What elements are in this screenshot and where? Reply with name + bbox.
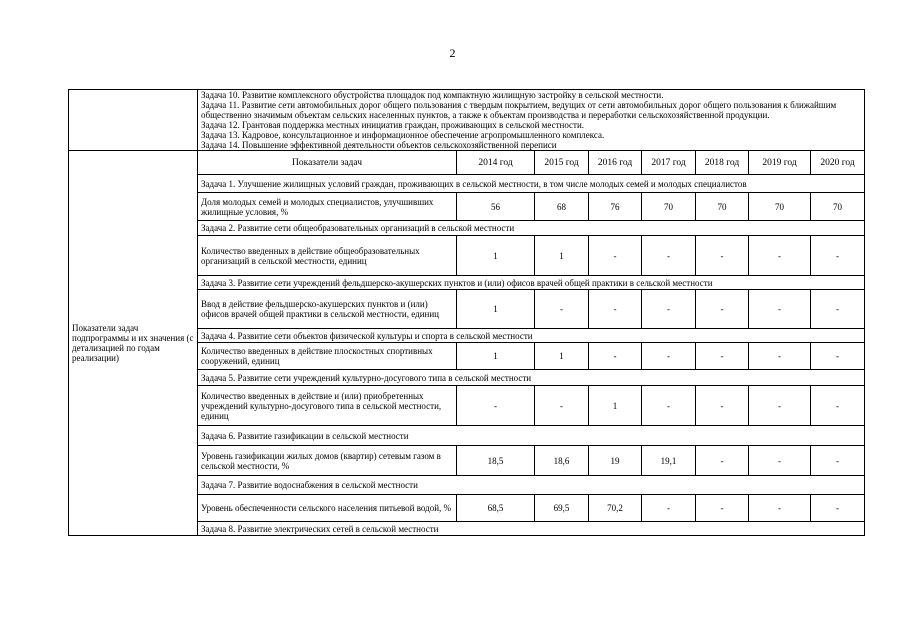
indicator-label: Доля молодых семей и молодых специалистов, улучшивших жилищные условия, % bbox=[198, 193, 457, 221]
value-cell: - bbox=[696, 236, 749, 276]
value-cell: 19 bbox=[589, 446, 642, 476]
tasks-list-cell bbox=[198, 90, 865, 151]
value-cell: 69,5 bbox=[535, 495, 589, 522]
value-cell: - bbox=[696, 495, 749, 522]
value-cell: 76 bbox=[589, 193, 642, 221]
section-title: Задача 7. Развитие водоснабжения в сельской местности bbox=[198, 476, 865, 495]
value-cell: - bbox=[696, 290, 749, 329]
value-cell: - bbox=[535, 290, 589, 329]
value-cell: 18,5 bbox=[457, 446, 535, 476]
year-header: 2015 год bbox=[535, 151, 589, 175]
task-line: Задача 11. Развитие сети автомобильных дорог общего пользования с твердым покрытием, ведущих от сети автомобильных дорог общего пользования к ближайшим общественно значимым объектам сельских населенных пунктов, а также к объектам производства и переработки сельскохозяйственной продукции. bbox=[201, 100, 837, 120]
value-cell: 19,1 bbox=[642, 446, 696, 476]
value-cell: - bbox=[749, 386, 811, 426]
value-cell: - bbox=[642, 386, 696, 426]
value-cell: - bbox=[811, 386, 865, 426]
value-cell: - bbox=[642, 495, 696, 522]
tasks-header-row bbox=[69, 90, 865, 151]
value-cell: - bbox=[811, 343, 865, 370]
section-title: Задача 8. Развитие электрических сетей в сельской местности bbox=[198, 522, 865, 536]
value-cell: 1 bbox=[589, 386, 642, 426]
year-header: 2019 год bbox=[749, 151, 811, 175]
value-cell: - bbox=[642, 290, 696, 329]
indicator-label: Количество введенных в действие общеобразовательных организаций в сельской местности, единиц bbox=[198, 236, 457, 276]
value-cell: - bbox=[749, 236, 811, 276]
value-cell: - bbox=[589, 343, 642, 370]
section-title: Задача 5. Развитие сети учреждений культурно-досугового типа в сельской местности bbox=[198, 370, 865, 386]
value-cell: - bbox=[696, 343, 749, 370]
value-cell: 56 bbox=[457, 193, 535, 221]
value-cell: - bbox=[749, 495, 811, 522]
value-cell: 68,5 bbox=[457, 495, 535, 522]
value-cell: - bbox=[696, 446, 749, 476]
value-cell: - bbox=[589, 236, 642, 276]
value-cell: 1 bbox=[535, 343, 589, 370]
indicator-label: Уровень обеспеченности сельского населения питьевой водой, % bbox=[198, 495, 457, 522]
value-cell: 70 bbox=[642, 193, 696, 221]
value-cell: 1 bbox=[457, 290, 535, 329]
indicator-label: Ввод в действие фельдшерско-акушерских пунктов и (или) офисов врачей общей практики в сельской местности, единиц bbox=[198, 290, 457, 329]
page-number: 2 bbox=[449, 46, 456, 60]
value-cell: - bbox=[749, 290, 811, 329]
value-cell: 1 bbox=[457, 236, 535, 276]
section-title: Задача 2. Развитие сети общеобразовательных организаций в сельской местности bbox=[198, 221, 865, 236]
value-cell: 70 bbox=[696, 193, 749, 221]
value-cell: - bbox=[749, 446, 811, 476]
empty-left-cell bbox=[69, 90, 198, 151]
value-cell: 1 bbox=[535, 236, 589, 276]
value-cell: 1 bbox=[457, 343, 535, 370]
year-header: 2014 год bbox=[457, 151, 535, 175]
section-title: Задача 1. Улучшение жилищных условий граждан, проживающих в сельской местности, в том числе молодых семей и молодых специалистов bbox=[198, 175, 865, 193]
value-cell: - bbox=[811, 446, 865, 476]
task-line: Задача 14. Повышение эффективной деятельности объектов сельскохозяйственной переписи bbox=[201, 140, 557, 150]
value-cell: 70 bbox=[749, 193, 811, 221]
left-label-cell: Показатели задач подпрограммы и их значения (с детализацией по годам реализации) bbox=[69, 151, 198, 536]
value-cell: - bbox=[589, 290, 642, 329]
section-title: Задача 3. Развитие сети учреждений фельдшерско-акушерских пунктов и (или) офисов врачей общей практики в сельской местности bbox=[198, 276, 865, 290]
value-cell: - bbox=[696, 386, 749, 426]
year-header: 2020 год bbox=[811, 151, 865, 175]
value-cell: - bbox=[749, 343, 811, 370]
value-cell: 68 bbox=[535, 193, 589, 221]
indicator-label: Уровень газификации жилых домов (квартир) сетевым газом в сельской местности, % bbox=[198, 446, 457, 476]
value-cell: - bbox=[457, 386, 535, 426]
task-line: Задача 10. Развитие комплексного обустройства площадок под компактную жилищную застройку в сельской местности. bbox=[201, 90, 664, 100]
section-title: Задача 4. Развитие сети объектов физической культуры и спорта в сельской местности bbox=[198, 329, 865, 343]
indicator-label: Количество введенных в действие плоскостных спортивных сооружений, единиц bbox=[198, 343, 457, 370]
indicator-label: Количество введенных в действие и (или) приобретенных учреждений культурно-досугового типа в сельской местности, единиц bbox=[198, 386, 457, 426]
value-cell: 70,2 bbox=[589, 495, 642, 522]
value-cell: - bbox=[811, 290, 865, 329]
section-title: Задача 6. Развитие газификации в сельской местности bbox=[198, 426, 865, 446]
task-line: Задача 13. Кадровое, консультационное и информационное обеспечение агропромышленного комплекса. bbox=[201, 130, 605, 140]
value-cell: - bbox=[535, 386, 589, 426]
year-header: 2018 год bbox=[696, 151, 749, 175]
column-header-row bbox=[69, 151, 865, 175]
indicators-table bbox=[68, 89, 865, 536]
indicator-column-header: Показатели задач bbox=[198, 151, 457, 175]
value-cell: - bbox=[811, 495, 865, 522]
value-cell: 18,6 bbox=[535, 446, 589, 476]
value-cell: - bbox=[811, 236, 865, 276]
value-cell: - bbox=[642, 236, 696, 276]
value-cell: - bbox=[642, 343, 696, 370]
value-cell: 70 bbox=[811, 193, 865, 221]
year-header: 2016 год bbox=[589, 151, 642, 175]
year-header: 2017 год bbox=[642, 151, 696, 175]
task-line: Задача 12. Грантовая поддержка местных инициатив граждан, проживающих в сельской местности. bbox=[201, 120, 585, 130]
